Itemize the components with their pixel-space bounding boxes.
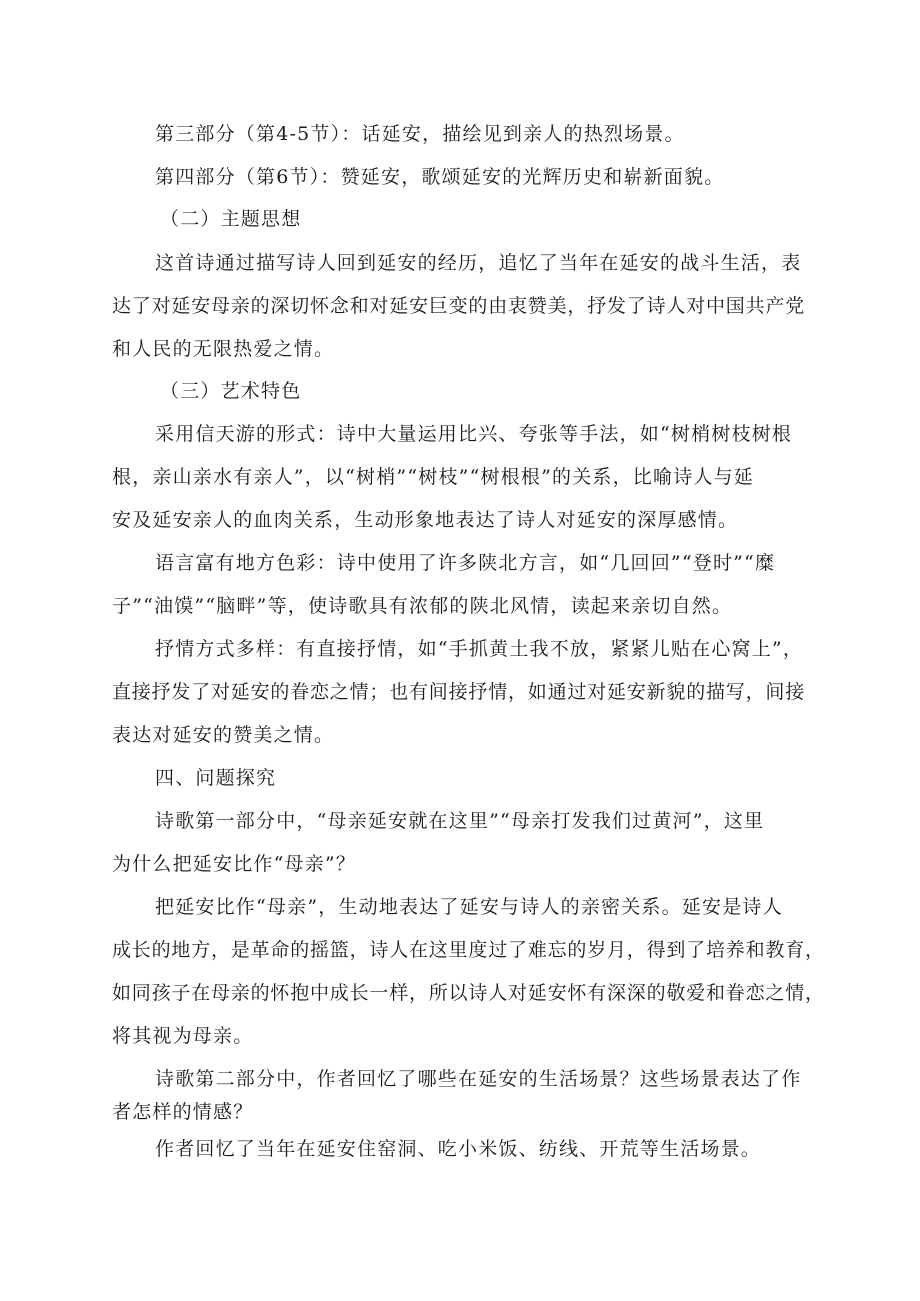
text-line: 抒情方式多样：有直接抒情，如“手抓黄土我不放，紧紧儿贴在心窝上”， [155, 638, 804, 660]
text-line-part4: 第四部分（第6节）：赞延安，歌颂延安的光辉历史和崭新面貌。 [155, 166, 725, 188]
question-line: 诗歌第二部分中，作者回忆了哪些在延安的生活场景？这些场景表达了作 [155, 1068, 802, 1090]
text-line: 直接抒发了对延安的眷恋之情；也有间接抒情，如通过对延安新貌的描写，间接 [112, 681, 806, 703]
answer-line: 成长的地方，是革命的摇篮，诗人在这里度过了难忘的岁月，得到了培养和教育， [112, 939, 825, 961]
answer-line: 把延安比作“母亲”，生动地表达了延安与诗人的亲密关系。延安是诗人 [155, 896, 783, 918]
text-line: 语言富有地方色彩：诗中使用了许多陕北方言，如“几回回”“登时”“糜 [155, 552, 776, 574]
text-line: 和人民的无限热爱之情。 [112, 338, 335, 360]
text-line-part3: 第三部分（第4-5节）：话延安，描绘见到亲人的热烈场景。 [155, 123, 685, 145]
text-line: 达了对延安母亲的深切怀念和对延安巨变的由衷赞美，抒发了诗人对中国共产党 [112, 295, 806, 317]
text-line: 根，亲山亲水有亲人”，以“树梢”“树枝”“树根根”的关系，比喻诗人与延 [112, 466, 754, 488]
section-heading-theme: （二）主题思想 [160, 208, 302, 230]
answer-line: 将其视为母亲。 [112, 1025, 254, 1047]
answer-line: 作者回忆了当年在延安住窑洞、吃小米饭、纺线、开荒等生活场景。 [155, 1138, 762, 1160]
text-line: 采用信天游的形式：诗中大量运用比兴、夸张等手法，如“树梢树枝树根 [155, 423, 793, 445]
section-heading-inquiry: 四、问题探究 [155, 767, 277, 789]
text-line: 子”“油馍”“脑畔”等，使诗歌具有浓郁的陕北风情，读起来亲切自然。 [112, 595, 733, 617]
answer-line: 如同孩子在母亲的怀抱中成长一样，所以诗人对延安怀有深深的敬爱和眷恋之情， [112, 982, 825, 1004]
question-line: 者怎样的情感？ [112, 1101, 254, 1123]
section-heading-art: （三）艺术特色 [160, 380, 302, 402]
question-line: 为什么把延安比作“母亲”？ [112, 853, 357, 875]
text-line: 这首诗通过描写诗人回到延安的经历，追忆了当年在延安的战斗生活，表 [155, 252, 802, 274]
text-line: 表达对延安的赞美之情。 [112, 724, 335, 746]
text-line: 安及延安亲人的血肉关系，生动形象地表达了诗人对延安的深厚感情。 [112, 509, 739, 531]
question-line: 诗歌第一部分中，“母亲延安就在这里”“母亲打发我们过黄河”，这里 [155, 810, 765, 832]
